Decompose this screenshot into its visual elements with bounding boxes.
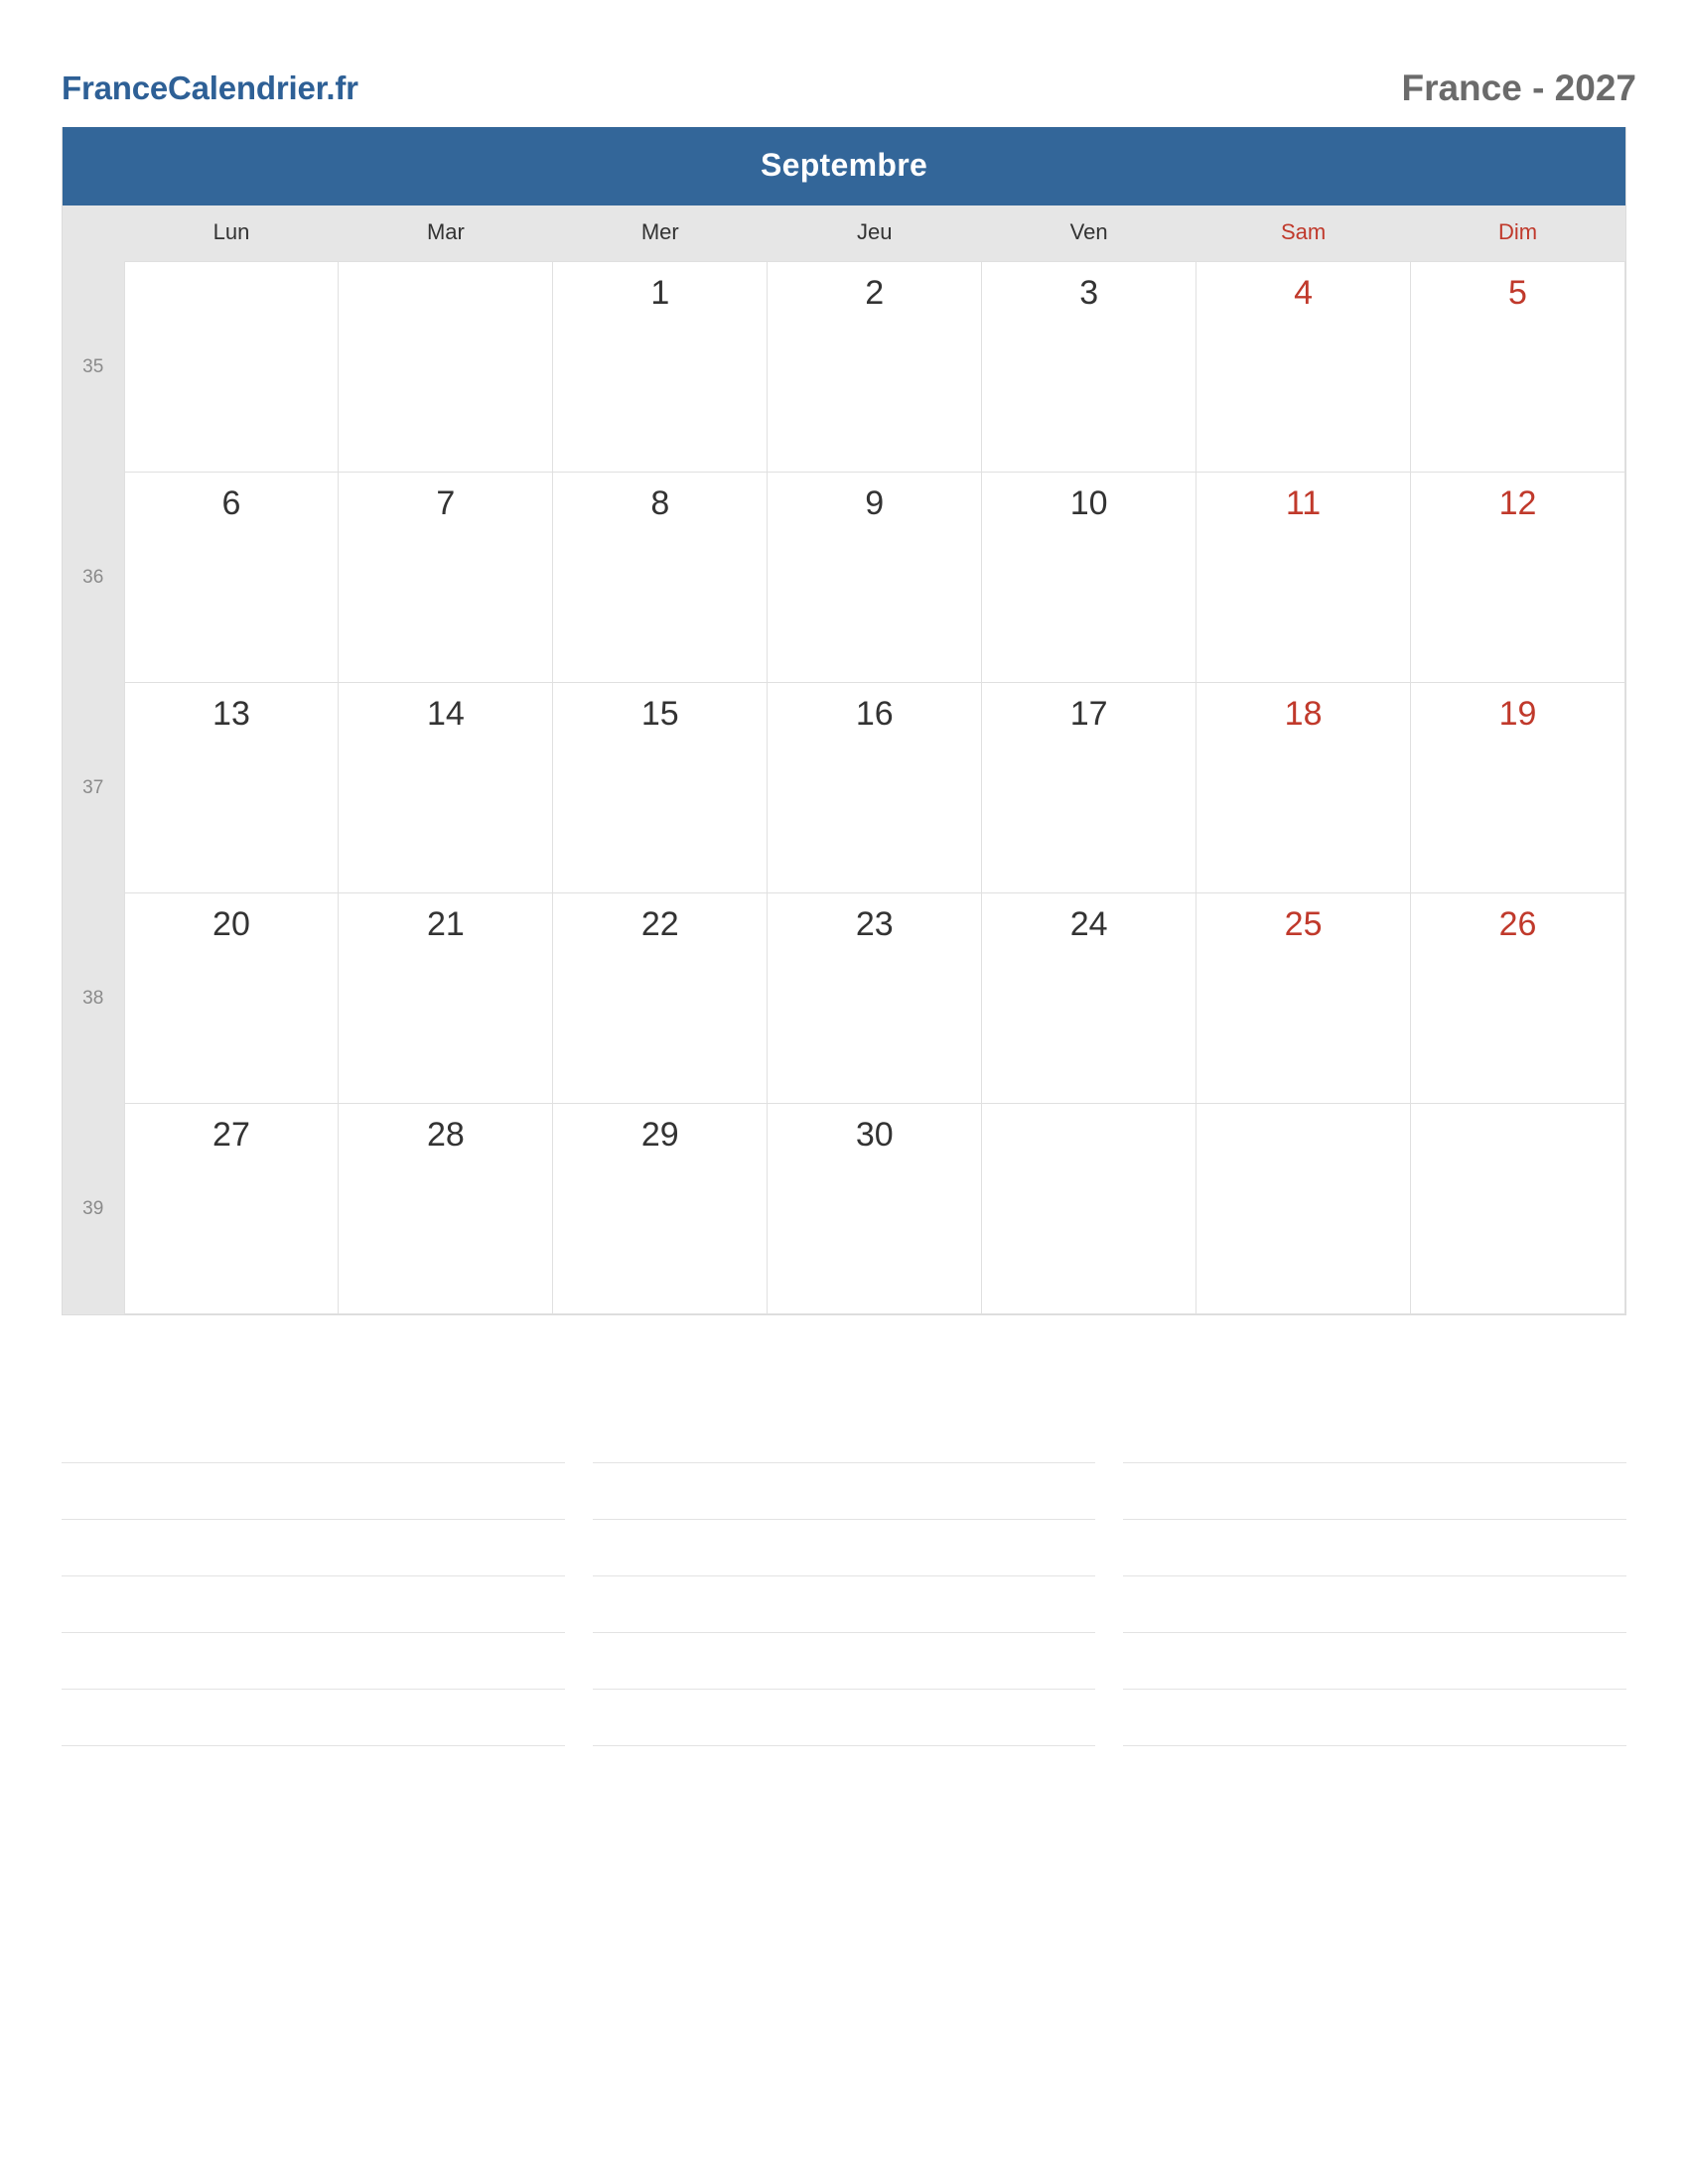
- day-cell[interactable]: [1411, 683, 1625, 893]
- day-cell[interactable]: [768, 683, 982, 893]
- day-cell[interactable]: [553, 683, 768, 893]
- day-cell[interactable]: [553, 1104, 768, 1314]
- day-number: 22: [640, 905, 679, 943]
- week-number: 38: [63, 893, 124, 1104]
- table-row: [63, 1104, 1625, 1314]
- week-number: 39: [63, 1104, 124, 1314]
- week-number: 36: [63, 473, 124, 683]
- day-number: 23: [855, 905, 894, 943]
- day-cell[interactable]: [124, 1104, 339, 1314]
- day-cell[interactable]: [1411, 473, 1625, 683]
- weekday-header-jeu: Jeu: [768, 205, 982, 262]
- day-cell[interactable]: [1411, 262, 1625, 473]
- day-cell[interactable]: [124, 683, 339, 893]
- day-cell[interactable]: [768, 262, 982, 473]
- notes-column: [62, 1407, 565, 1746]
- notes-column: [593, 1407, 1096, 1746]
- table-row: [63, 893, 1625, 1104]
- table-row: [63, 262, 1625, 473]
- note-line[interactable]: [593, 1463, 1096, 1520]
- week-number: 37: [63, 683, 124, 893]
- day-number: 3: [1079, 274, 1099, 312]
- day-number: 30: [855, 1116, 894, 1154]
- day-number: 24: [1069, 905, 1108, 943]
- day-cell[interactable]: [982, 683, 1196, 893]
- note-line[interactable]: [593, 1633, 1096, 1690]
- day-number: 20: [212, 905, 250, 943]
- day-cell[interactable]: [768, 893, 982, 1104]
- day-number: 2: [865, 274, 885, 312]
- weekday-header-dim: Dim: [1411, 205, 1625, 262]
- day-cell[interactable]: [553, 473, 768, 683]
- note-line[interactable]: [1123, 1633, 1626, 1690]
- day-cell[interactable]: [982, 893, 1196, 1104]
- day-cell[interactable]: [124, 262, 339, 473]
- calendar-table: [63, 205, 1625, 1314]
- weekday-header-sam: Sam: [1196, 205, 1411, 262]
- day-cell[interactable]: [1196, 893, 1411, 1104]
- day-number: 29: [640, 1116, 679, 1154]
- day-cell[interactable]: [1196, 262, 1411, 473]
- day-cell[interactable]: [339, 683, 553, 893]
- day-number: 28: [426, 1116, 465, 1154]
- note-line[interactable]: [593, 1690, 1096, 1746]
- note-line[interactable]: [593, 1576, 1096, 1633]
- note-line[interactable]: [593, 1520, 1096, 1576]
- day-number: 18: [1284, 695, 1323, 733]
- day-cell[interactable]: [1196, 1104, 1411, 1314]
- day-number: 7: [436, 484, 456, 522]
- day-cell[interactable]: [768, 473, 982, 683]
- day-number: 12: [1498, 484, 1537, 522]
- day-cell[interactable]: [768, 1104, 982, 1314]
- day-cell[interactable]: [982, 473, 1196, 683]
- page-title: France - 2027: [1401, 68, 1636, 108]
- note-line[interactable]: [1123, 1576, 1626, 1633]
- day-cell[interactable]: [124, 473, 339, 683]
- day-cell[interactable]: [339, 1104, 553, 1314]
- page-header: [0, 0, 1688, 119]
- note-line[interactable]: [62, 1520, 565, 1576]
- weekday-header-mer: Mer: [553, 205, 768, 262]
- day-number: 5: [1508, 274, 1527, 312]
- note-line[interactable]: [62, 1407, 565, 1463]
- note-line[interactable]: [1123, 1463, 1626, 1520]
- week-number-corner: [63, 205, 124, 262]
- day-cell[interactable]: [1196, 683, 1411, 893]
- day-number: 16: [855, 695, 894, 733]
- note-line[interactable]: [62, 1633, 565, 1690]
- weekday-header-mar: Mar: [339, 205, 553, 262]
- day-number: 6: [221, 484, 241, 522]
- day-cell[interactable]: [339, 893, 553, 1104]
- day-cell[interactable]: [982, 1104, 1196, 1314]
- day-number: 15: [640, 695, 679, 733]
- note-line[interactable]: [1123, 1407, 1626, 1463]
- day-cell[interactable]: [1411, 1104, 1625, 1314]
- note-line[interactable]: [1123, 1520, 1626, 1576]
- site-brand[interactable]: FranceCalendrier.fr: [62, 69, 358, 106]
- note-line[interactable]: [62, 1463, 565, 1520]
- day-cell[interactable]: [982, 262, 1196, 473]
- weekday-header-lun: Lun: [124, 205, 339, 262]
- note-line[interactable]: [1123, 1690, 1626, 1746]
- day-number: 1: [650, 274, 670, 312]
- day-number: 4: [1294, 274, 1314, 312]
- week-number: 35: [63, 262, 124, 473]
- day-number: 25: [1284, 905, 1323, 943]
- notes-area: [62, 1407, 1626, 1746]
- day-number: 10: [1069, 484, 1108, 522]
- day-cell[interactable]: [339, 473, 553, 683]
- day-cell[interactable]: [553, 893, 768, 1104]
- day-cell[interactable]: [553, 262, 768, 473]
- day-cell[interactable]: [339, 262, 553, 473]
- day-number: 14: [426, 695, 465, 733]
- note-line[interactable]: [62, 1690, 565, 1746]
- notes-column: [1123, 1407, 1626, 1746]
- day-number: 8: [650, 484, 670, 522]
- day-number: 13: [212, 695, 250, 733]
- day-number: 11: [1285, 484, 1322, 522]
- day-cell[interactable]: [1411, 893, 1625, 1104]
- day-number: 9: [865, 484, 885, 522]
- day-number: 17: [1069, 695, 1108, 733]
- calendar-container: [62, 127, 1626, 1315]
- day-number: 26: [1498, 905, 1537, 943]
- day-number: 21: [426, 905, 465, 943]
- day-cell[interactable]: [1196, 473, 1411, 683]
- day-number: 19: [1498, 695, 1537, 733]
- weekday-header-row: [63, 205, 1625, 262]
- day-number: 27: [212, 1116, 250, 1154]
- table-row: [63, 683, 1625, 893]
- note-line[interactable]: [593, 1407, 1096, 1463]
- note-line[interactable]: [62, 1576, 565, 1633]
- month-title: Septembre: [63, 127, 1625, 205]
- day-cell[interactable]: [124, 893, 339, 1104]
- weekday-header-ven: Ven: [982, 205, 1196, 262]
- table-row: [63, 473, 1625, 683]
